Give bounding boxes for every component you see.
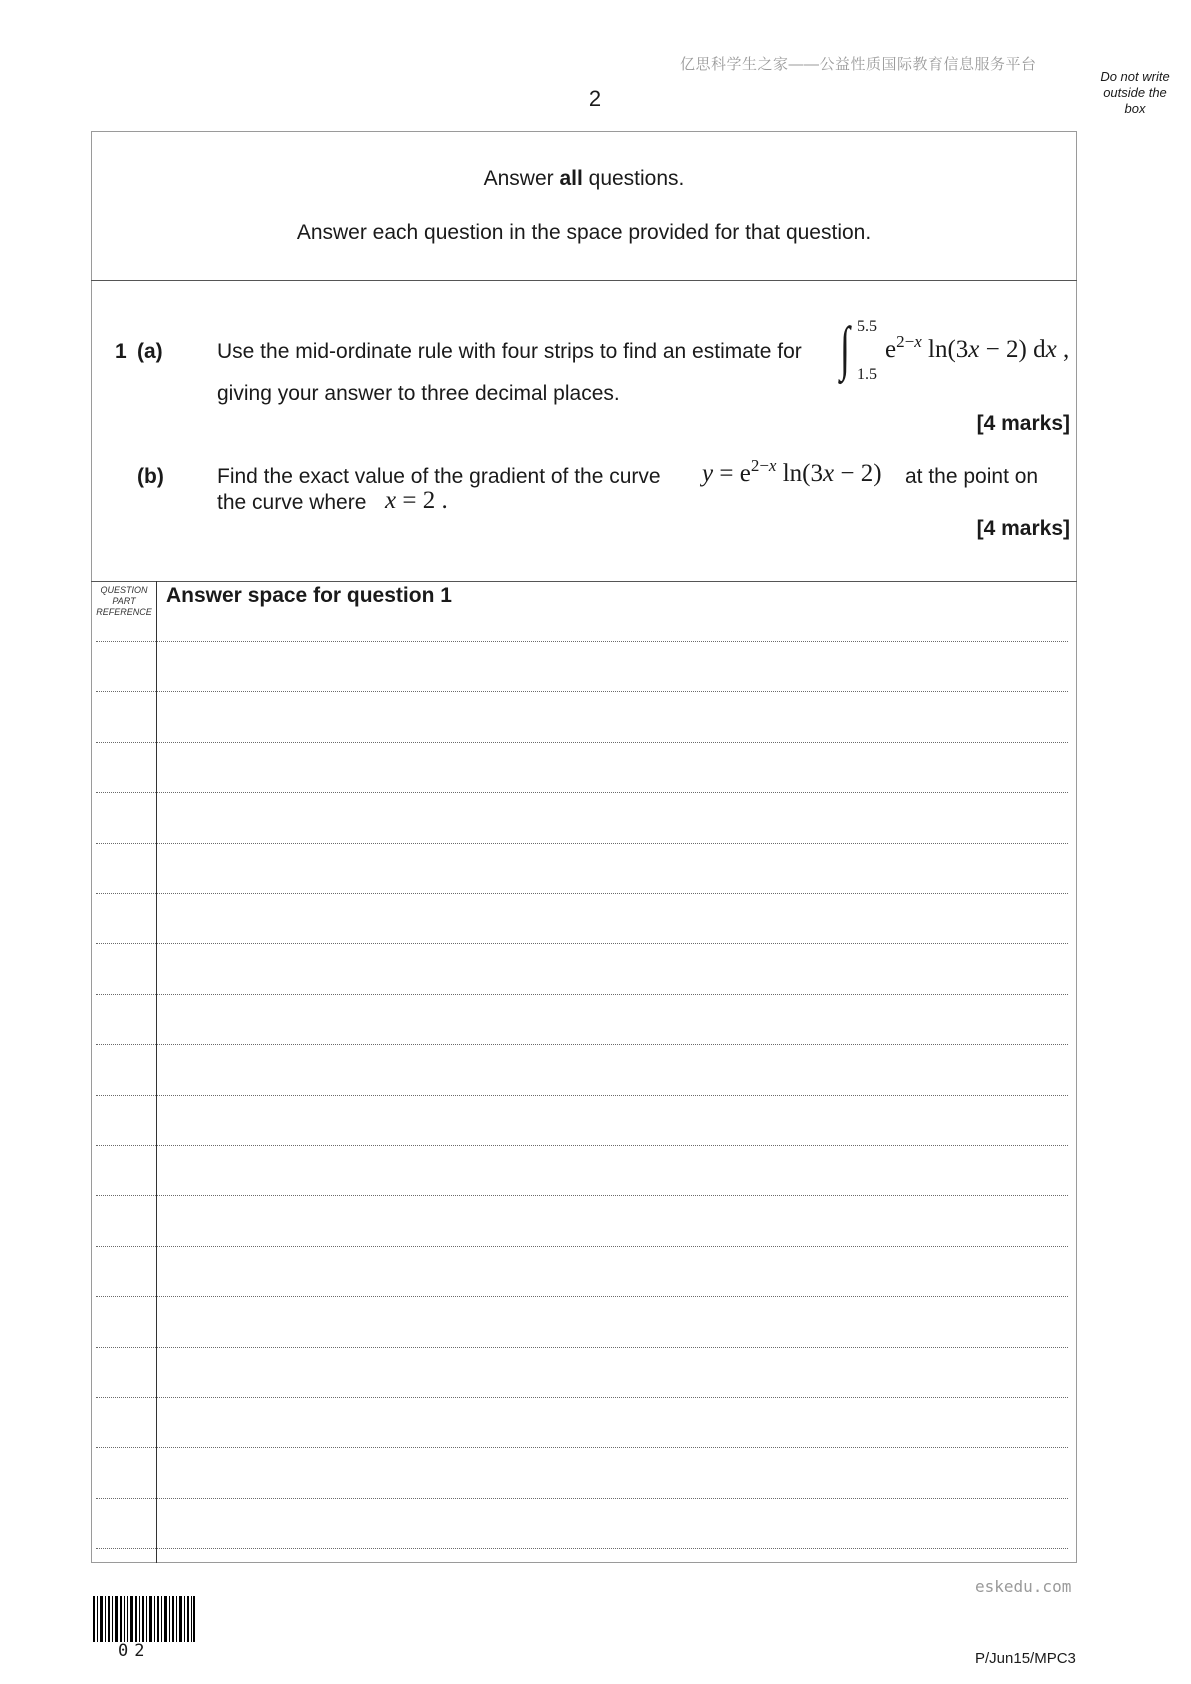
- answer-line[interactable]: [96, 1548, 1068, 1549]
- answer-line[interactable]: [96, 943, 1068, 944]
- question-part-reference-label: [92, 585, 156, 618]
- curve-equation: $y = e^{2-x}$ ln(3x − 2): [702, 456, 882, 487]
- answer-line[interactable]: [96, 1195, 1068, 1196]
- answer-line[interactable]: [96, 1246, 1068, 1247]
- answer-line[interactable]: [96, 1347, 1068, 1348]
- reference-label-line: PART: [112, 596, 136, 606]
- footer-watermark: eskedu.com: [975, 1577, 1072, 1596]
- instruction-line-2: Answer each question in the space provided for that question.: [296, 221, 872, 244]
- integral-sign: ∫: [840, 315, 850, 381]
- margin-note-line: box: [1124, 101, 1146, 116]
- answer-line[interactable]: [96, 893, 1068, 894]
- question-part-b-text: Find the exact value of the gradient of the curve: [217, 465, 661, 488]
- instruction-text: Answer: [483, 167, 560, 190]
- question-part-a-text-line2: giving your answer to three decimal places.: [217, 382, 620, 405]
- question-number: 1: [115, 340, 127, 363]
- instruction-line-1: [91, 167, 1077, 191]
- question-part-b-text-post: at the point on: [905, 465, 1039, 488]
- header-watermark: 亿思科学生之家——公益性质国际教育信息服务平台: [680, 56, 1037, 73]
- answer-line[interactable]: [96, 1498, 1068, 1499]
- answer-line[interactable]: [96, 1397, 1068, 1398]
- instruction-emphasis: all: [559, 167, 583, 190]
- answer-line[interactable]: [96, 1447, 1068, 1448]
- answer-line[interactable]: [96, 742, 1068, 743]
- part-a-marks: [4 marks]: [976, 412, 1070, 435]
- answer-line[interactable]: [96, 1095, 1068, 1096]
- barcode-icon: [93, 1596, 195, 1642]
- question-part-b-label: (b): [137, 465, 164, 488]
- answer-line[interactable]: [96, 1044, 1068, 1045]
- answer-line[interactable]: [96, 641, 1068, 642]
- margin-note-line: outside the: [1103, 85, 1167, 100]
- integrand-expression: $e^{2-x}$ ln(3x − 2) dx ,: [885, 332, 1070, 363]
- reference-label-line: REFERENCE: [96, 607, 152, 617]
- answer-line[interactable]: [96, 994, 1068, 995]
- answer-line[interactable]: [96, 792, 1068, 793]
- barcode-number: 02: [118, 1641, 151, 1661]
- instructions-panel: [91, 131, 1077, 281]
- answer-line[interactable]: [96, 1296, 1068, 1297]
- margin-note-line: Do not write: [1100, 69, 1170, 84]
- paper-reference: P/Jun15/MPC3: [975, 1650, 1076, 1667]
- question-part-a-label: (a): [137, 340, 163, 363]
- instruction-text: questions.: [582, 167, 685, 190]
- question-part-a-text: Use the mid-ordinate rule with four strips to find an estimate for: [217, 340, 802, 363]
- reference-column-divider: [156, 581, 157, 1563]
- integral-lower-limit: 1.5: [857, 366, 877, 383]
- answer-space-title: Answer space for question 1: [166, 584, 452, 607]
- question-part-b-text-line2: the curve where: [217, 491, 367, 514]
- answer-line[interactable]: [96, 691, 1068, 692]
- part-b-marks: [4 marks]: [976, 517, 1070, 540]
- x-value-expression: x = 2 .: [385, 487, 448, 514]
- integral-upper-limit: 5.5: [857, 318, 877, 335]
- answer-line[interactable]: [96, 843, 1068, 844]
- answer-space-divider: [91, 581, 1077, 582]
- page-number: 2: [588, 86, 602, 111]
- margin-note: [1090, 69, 1180, 117]
- answer-line[interactable]: [96, 1145, 1068, 1146]
- reference-label-line: QUESTION: [100, 585, 148, 595]
